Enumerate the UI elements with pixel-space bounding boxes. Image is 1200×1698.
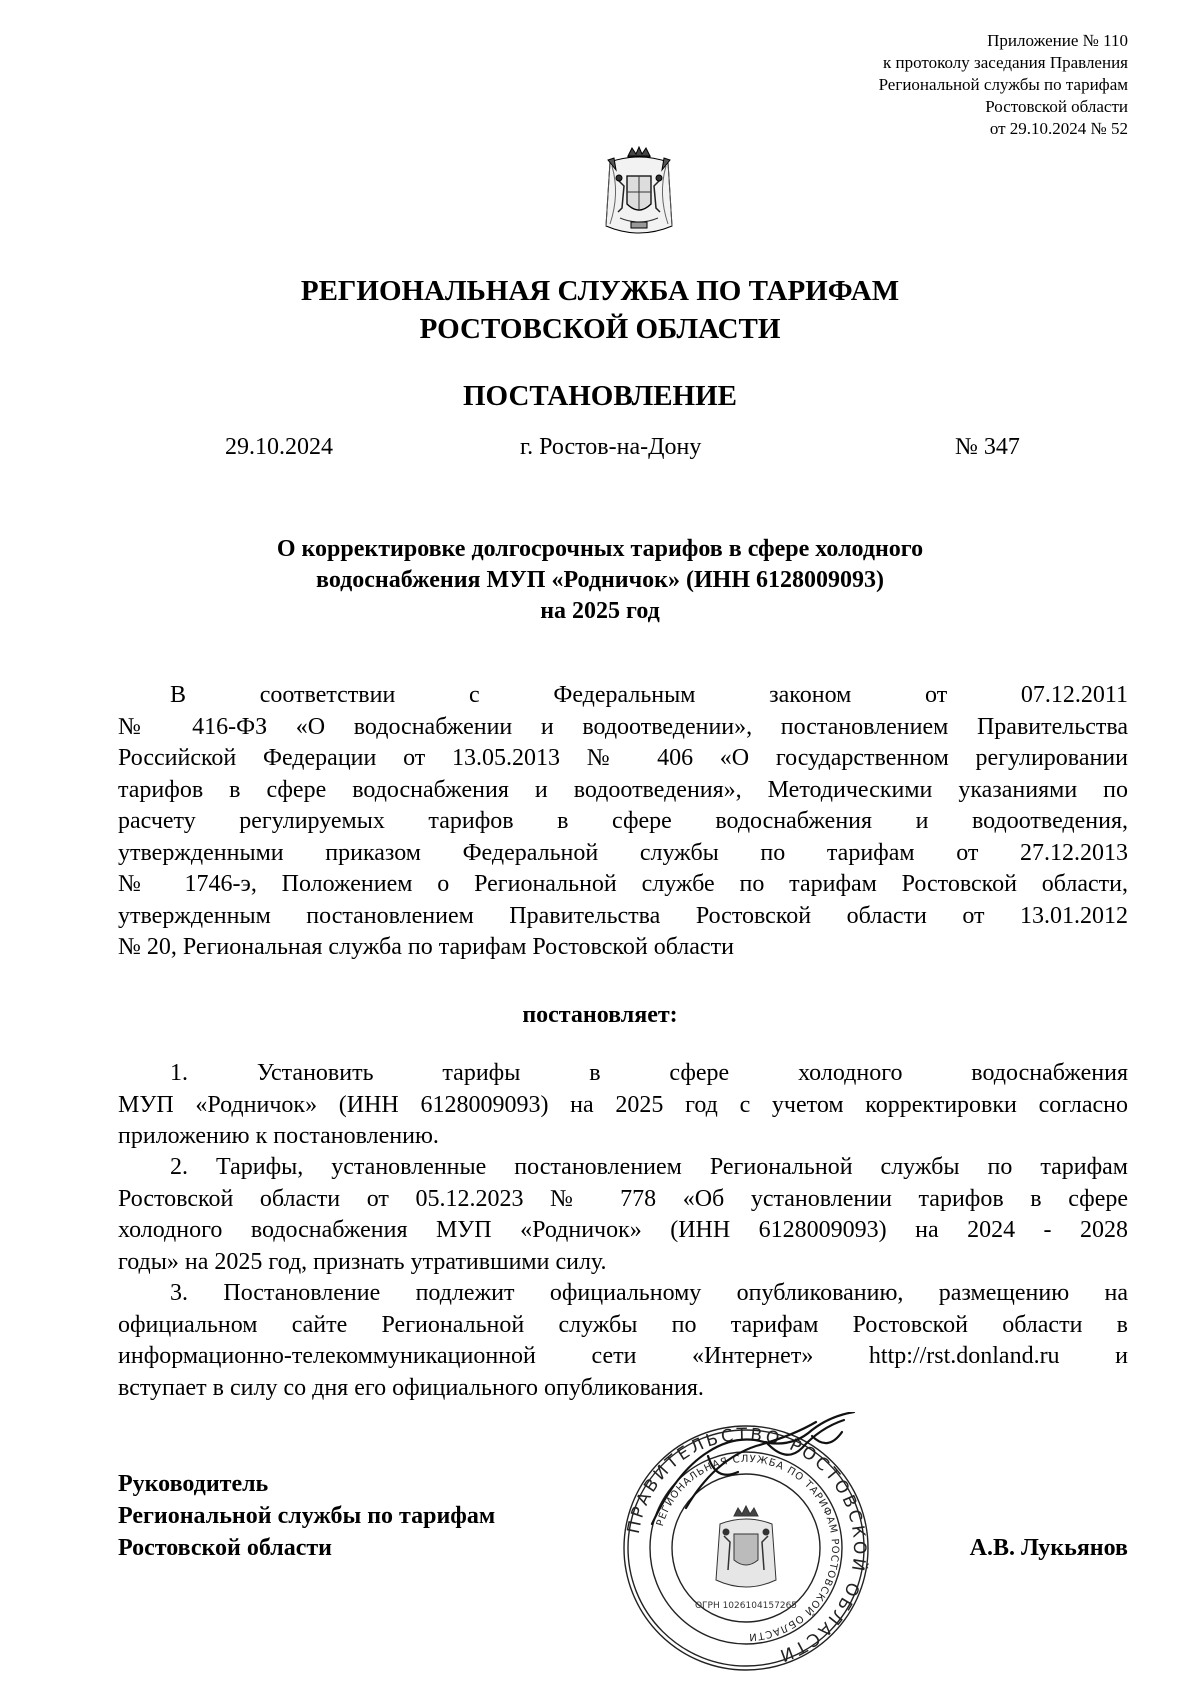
organization-title-line: РОСТОВСКОЙ ОБЛАСТИ [419,313,781,345]
item-3-line: официальном сайте Региональной службы по тарифам Ростовской области в [118,1311,1128,1338]
position-line: Руководитель [118,1471,269,1497]
item-1-paragraph [118,1058,1128,1153]
document-date: 29.10.2024 [225,434,333,460]
document-number: № 347 [955,434,1020,460]
position-line: Региональной службы по тарифам [118,1503,496,1529]
annex-reference [879,30,1128,140]
position-line: Ростовской области [118,1535,332,1561]
subject-line: водоснабжения МУП «Родничок» (ИНН 6128009093) [316,567,884,593]
item-1-line: МУП «Родничок» (ИНН 6128009093) на 2025 год с учетом корректировки согласно [118,1091,1128,1118]
signatory-name: А.В. Лукьянов [969,1535,1128,1561]
preamble-line: № 416-ФЗ «О водоснабжении и водоотведении», постановлением Правительства [118,713,1128,740]
item-3-line: 3. Постановление подлежит официальному опубликованию, размещению на [170,1280,1128,1306]
decree-word: постановляет: [522,1002,678,1028]
item-2-line: годы» на 2025 год, признать утратившими силу. [118,1248,607,1275]
annex-line: Ростовской области [985,97,1128,116]
item-2-line: холодного водоснабжения МУП «Родничок» (ИНН 6128009093) на 2024 - 2028 [118,1217,1128,1243]
subject-line: О корректировке долгосрочных тарифов в сфере холодного [276,536,924,562]
item-2-line: 2. Тарифы, установленные постановлением Региональной службы по тарифам [170,1154,1128,1180]
preamble-line: В соответствии с Федеральным законом от 07.12.2011 [170,682,1128,708]
seal-ogrn: ОГРН 1026104157265 [694,1601,798,1611]
organization-title-line: РЕГИОНАЛЬНАЯ СЛУЖБА ПО ТАРИФАМ [300,275,900,307]
item-1-line: приложению к постановлению. [118,1123,439,1149]
document-city: г. Ростов-на-Дону [520,434,702,460]
seal-outer-text: ПРАВИТЕЛЬСТВО РОСТОВСКОЙ ОБЛАСТИ [623,1424,870,1667]
item-1-line: 1. Установить тарифы в сфере холодного водоснабжения [170,1060,1128,1086]
official-seal-stamp [616,1412,876,1684]
seal-inner-text: РЕГИОНАЛЬНАЯ СЛУЖБА ПО ТАРИФАМ РОСТОВСКОЙ ОБЛАСТИ [654,1453,841,1643]
item-3-line: информационно-телекоммуникационной сети «Интернет» http://rst.donland.ru и [118,1343,1128,1369]
annex-line: к протоколу заседания Правления [883,53,1128,72]
preamble-line: № 20, Региональная служба по тарифам Ростовской области [118,934,734,960]
preamble-line: № 1746-э, Положением о Региональной службе по тарифам Ростовской области, [118,871,1128,897]
preamble-line: утвержденными приказом Федеральной службы по тарифам от 27.12.2013 [118,839,1128,866]
document-subject [0,534,1200,627]
item-3-line: вступает в силу со дня его официального опубликования. [118,1374,704,1401]
item-3-paragraph [118,1278,1128,1404]
organization-title [0,272,1200,348]
item-2-paragraph [118,1152,1128,1278]
annex-line: Региональной службы по тарифам [878,75,1128,94]
signatory-position [118,1468,495,1564]
preamble-line: расчету регулируемых тарифов в сфере водоснабжения и водоотведения, [118,808,1128,834]
item-2-line: Ростовской области от 05.12.2023 № 778 «Об установлении тарифов в сфере [118,1185,1128,1212]
preamble-line: тарифов в сфере водоснабжения и водоотведения», Методическими указаниями по [118,776,1128,803]
document-type: ПОСТАНОВЛЕНИЕ [462,380,737,412]
annex-line: от 29.10.2024 № 52 [989,119,1128,138]
coat-of-arms-emblem [598,146,680,242]
preamble-paragraph [118,680,1128,964]
preamble-line: утвержденным постановлением Правительства Ростовской области от 13.01.2012 [118,902,1128,929]
annex-line: Приложение № 110 [987,31,1128,50]
preamble-line: Российской Федерации от 13.05.2013 № 406 «О государственном регулировании [118,745,1128,771]
subject-line: на 2025 год [540,598,660,624]
